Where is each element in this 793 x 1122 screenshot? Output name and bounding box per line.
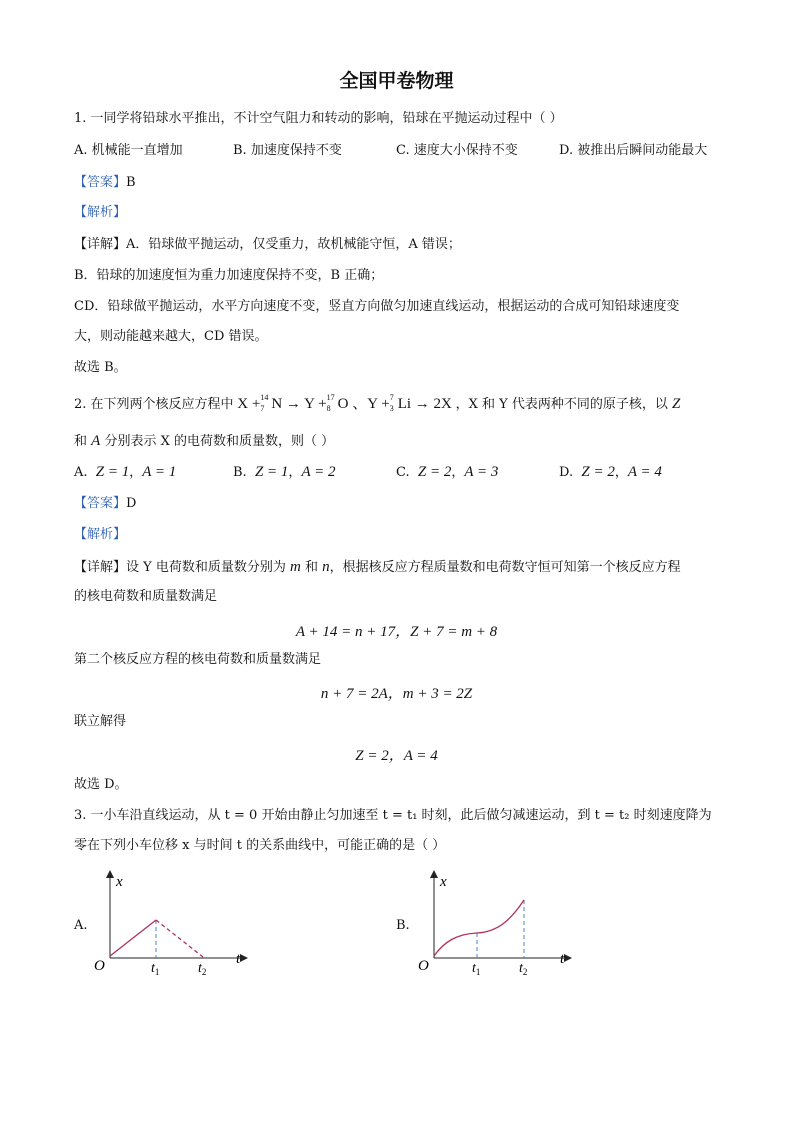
graph-b (414, 862, 584, 982)
q2-option-b: B. Z = 1，A = 2 (233, 464, 336, 480)
graph-a-label: A. (74, 918, 88, 933)
answer-tag: 【答案】 (74, 496, 127, 511)
graph-a (90, 862, 260, 982)
q2-option-a: A. Z = 1，A = 1 (74, 464, 177, 480)
equation-2: n + 7 = 2A，m + 3 = 2Z (320, 686, 473, 702)
answer-value: D (126, 496, 137, 511)
q2-detail-line-2: 的核电荷数和质量数满足 (74, 589, 218, 604)
graph-b-origin: O (418, 958, 429, 974)
equation-1: A + 14 = n + 17，Z + 7 = m + 8 (295, 624, 498, 640)
q2-conclusion: 故选 D。 (74, 777, 128, 792)
q1-detail-line-3: CD．铅球做平抛运动，水平方向速度不变，竖直方向做匀加速直线运动，根据运动的合成可知铅球速度变 (74, 299, 680, 314)
q3-stem-line-2: 零在下列小车位移 x 与时间 t 的关系曲线中，可能正确的是（ ） (74, 838, 446, 853)
q2-detail-line-4: 联立解得 (74, 714, 127, 729)
nuclear-equation: X + 14 7 N → Y + 17 8 O 、Y + 7 3 Li → 2X (237, 393, 452, 413)
graph-b-t2-label: $t_2$ (519, 961, 528, 977)
q2-option-c: C. Z = 2，A = 3 (396, 464, 499, 480)
q2-analysis-tag: 【解析】 (74, 527, 127, 542)
q1-detail-line-1: 【详解】A．铅球做平抛运动，仅受重力，故机械能守恒，A 错误； (74, 237, 461, 252)
q1-stem: 1. 一同学将铅球水平推出，不计空气阻力和转动的影响，铅球在平抛运动过程中（ ） (74, 111, 563, 126)
graph-a-rising-line (110, 920, 156, 956)
q1-option-a: A. 机械能一直增加 (74, 143, 183, 158)
answer-value: B (126, 175, 136, 190)
q1-answer (74, 175, 136, 191)
q1-option-b: B. 加速度保持不变 (233, 143, 342, 158)
graph-b-t1-label: $t_1$ (472, 961, 481, 977)
q2-detail-line-1: 【详解】设 Y 电荷数和质量数分别为 m 和 n，根据核反应方程质量数和电荷数守恒可知第一个核反应方程 (74, 559, 681, 575)
graph-a-falling-line (156, 920, 203, 957)
q3-stem-line-1: 3. 一小车沿直线运动，从 t = 0 开始由静止匀加速至 t = t₁ 时刻，此后做匀减速运动，到 t = t₂ 时刻速度降为 (74, 808, 712, 823)
graph-b-y-arrow (430, 870, 438, 878)
graph-a-origin: O (94, 958, 105, 974)
q1-option-c: C. 速度大小保持不变 (396, 143, 518, 158)
graph-b-y-label: x (440, 874, 447, 890)
q1-conclusion: 故选 B。 (74, 360, 127, 375)
graph-b-label: B. (396, 918, 410, 933)
q2-option-d: D. Z = 2，A = 4 (559, 464, 662, 480)
graph-a-x-label: t (236, 951, 241, 967)
graph-a-t2-label: $t_2$ (198, 961, 207, 977)
graph-a-t1-label: $t_1$ (151, 961, 160, 977)
graph-a-y-arrow (106, 870, 114, 878)
q1-analysis-tag: 【解析】 (74, 205, 127, 220)
q1-detail-line-4: 大，则动能越来越大，CD 错误。 (74, 329, 268, 344)
q2-detail-line-3: 第二个核反应方程的核电荷数和质量数满足 (74, 652, 322, 667)
equation-3: Z = 2，A = 4 (355, 748, 438, 764)
q2-answer (74, 496, 136, 512)
q1-detail-line-2: B．铅球的加速度恒为重力加速度保持不变，B 正确； (74, 268, 384, 283)
graph-a-y-label: x (116, 874, 123, 890)
graph-b-x-arrow (564, 954, 572, 962)
graph-a-x-arrow (240, 954, 248, 962)
graph-b-curve (434, 900, 524, 956)
q1-option-d: D. 被推出后瞬间动能最大 (559, 143, 708, 158)
answer-tag: 【答案】 (74, 175, 127, 190)
detail-tag: 【详解】 (74, 560, 127, 575)
page-title: 全国甲卷物理 (339, 70, 454, 92)
q2-stem-line-2: 和 A 分别表示 X 的电荷数和质量数，则（ ） (74, 433, 335, 449)
q2-stem-line-1: 2. 在下列两个核反应方程中 X + 14 7 N → Y + 17 8 O 、Y + 7 3 Li → 2X ，X 和 Y 代表两种不同的原子核，以 Z (74, 393, 681, 413)
detail-tag: 【详解】 (74, 237, 127, 252)
graph-b-x-label: t (560, 951, 565, 967)
